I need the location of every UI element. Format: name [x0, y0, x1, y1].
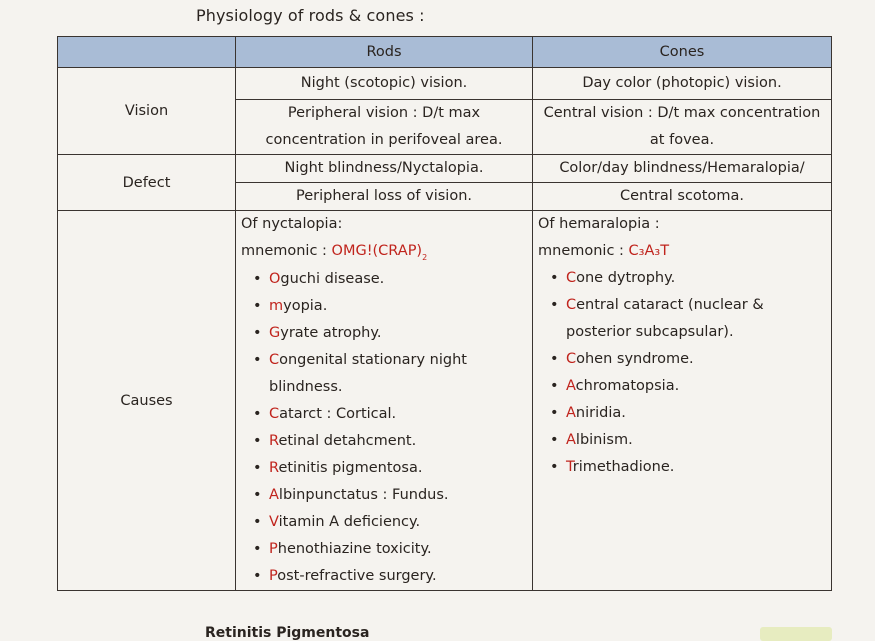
bullet-icon: • [253, 406, 262, 422]
mnemonic-letter: G [269, 325, 281, 341]
vision-rods-2-line-b: concentration in perifoveal area. [265, 132, 503, 148]
bullet-icon: • [253, 568, 262, 584]
causes-label: Causes [58, 211, 236, 591]
rods-mnemonic [241, 238, 527, 266]
vision-label: Vision [58, 68, 236, 155]
cause-text: henothiazine toxicity. [277, 541, 432, 557]
cause-text: atarct : Cortical. [279, 406, 397, 422]
cause-item [253, 347, 527, 401]
vision-cones-2-line-b: at fovea. [649, 132, 715, 148]
causes-rods-cell [236, 211, 533, 591]
mnemonic-letter: O [269, 271, 281, 287]
mnemonic-letter: C [566, 297, 577, 313]
next-section-heading: Retinitis Pigmentosa [205, 625, 370, 641]
cause-text: rimethadione. [572, 459, 675, 475]
vision-cones-2-line-a: Central vision : D/t max concentration [543, 105, 821, 121]
mnemonic-letter: V [269, 514, 279, 530]
bullet-icon: • [253, 460, 262, 476]
defect-cones-2: Central scotoma. [533, 183, 832, 211]
bullet-icon: • [550, 351, 559, 367]
table-header-row [58, 37, 832, 68]
mnemonic-letter: R [269, 460, 279, 476]
cause-text: lbinpunctatus : Fundus. [278, 487, 449, 503]
cause-text: niridia. [575, 405, 626, 421]
header-cones: Cones [533, 37, 832, 68]
bullet-icon: • [550, 459, 559, 475]
header-rods: Rods [236, 37, 533, 68]
rods-mnemonic-label: mnemonic : [241, 243, 332, 259]
defect-rods-1: Night blindness/Nyctalopia. [236, 155, 533, 183]
cause-item [253, 455, 527, 482]
vision-rods-2-line-a: Peripheral vision : D/t max [287, 105, 481, 121]
cause-item [550, 346, 826, 373]
mnemonic-letter: P [269, 541, 278, 557]
defect-row-1 [58, 155, 832, 183]
mnemonic-letter: C [269, 352, 280, 368]
page-badge [760, 627, 832, 641]
cause-item [550, 400, 826, 427]
mnemonic-letter: C [269, 406, 280, 422]
bullet-icon: • [253, 271, 262, 287]
cause-item [253, 428, 527, 455]
bullet-icon: • [550, 270, 559, 286]
cause-text: one dytrophy. [576, 270, 676, 286]
bullet-icon: • [253, 352, 262, 368]
cause-text: ohen syndrome. [576, 351, 694, 367]
cause-item [550, 292, 826, 346]
cones-mnemonic [538, 238, 826, 265]
mnemonic-letter: T [566, 459, 573, 475]
header-empty-cell [58, 37, 236, 68]
hemaralopia-heading: Of hemaralopia : [538, 216, 660, 232]
nyctalopia-causes-list [241, 266, 527, 590]
cause-text: itamin A deficiency. [278, 514, 421, 530]
mnemonic-letter: A [269, 487, 279, 503]
bullet-icon: • [550, 297, 559, 313]
cause-item [253, 320, 527, 347]
nyctalopia-heading: Of nyctalopia: [241, 216, 343, 232]
vision-cones-1: Day color (photopic) vision. [533, 68, 832, 100]
hemaralopia-causes-list [538, 265, 826, 481]
mnemonic-letter: A [566, 378, 576, 394]
bullet-icon: • [550, 378, 559, 394]
vision-row-1 [58, 68, 832, 100]
cause-text: etinitis pigmentosa. [278, 460, 423, 476]
mnemonic-letter: A [566, 405, 576, 421]
bullet-icon: • [253, 298, 262, 314]
mnemonic-letter: C [566, 351, 577, 367]
cause-text-continued: posterior subcapsular). [566, 324, 734, 340]
cause-text: ost-refractive surgery. [277, 568, 437, 584]
cause-item [253, 482, 527, 509]
page-title: Physiology of rods & cones : [196, 6, 425, 25]
cause-text: etinal detahcment. [278, 433, 417, 449]
cause-text: yopia. [283, 298, 328, 314]
cause-item [253, 266, 527, 293]
cause-item [550, 373, 826, 400]
cause-item [550, 454, 826, 481]
cause-item [253, 401, 527, 428]
mnemonic-letter: A [566, 432, 576, 448]
bullet-icon: • [253, 541, 262, 557]
mnemonic-letter: m [269, 298, 284, 314]
bullet-icon: • [550, 432, 559, 448]
bullet-icon: • [253, 325, 262, 341]
bullet-icon: • [253, 514, 262, 530]
vision-cones-2 [533, 100, 832, 155]
cause-text: yrate atrophy. [280, 325, 382, 341]
cause-text: ongenital stationary night [279, 352, 467, 368]
bullet-icon: • [253, 433, 262, 449]
cause-item [550, 265, 826, 292]
defect-rods-2: Peripheral loss of vision. [236, 183, 533, 211]
rods-mnemonic-value: OMG!(CRAP) [331, 243, 423, 259]
cause-text-continued: blindness. [269, 379, 343, 395]
mnemonic-letter: P [269, 568, 278, 584]
mnemonic-letter: C [566, 270, 577, 286]
vision-rods-2 [236, 100, 533, 155]
cause-item [253, 509, 527, 536]
cause-text: chromatopsia. [575, 378, 680, 394]
bullet-icon: • [253, 487, 262, 503]
cause-item [253, 536, 527, 563]
cause-text: entral cataract (nuclear & [576, 297, 764, 313]
causes-cones-cell [533, 211, 832, 591]
cause-text: guchi disease. [280, 271, 385, 287]
cones-mnemonic-label: mnemonic : [538, 243, 629, 259]
rods-mnemonic-sub: 2 [422, 253, 428, 262]
cones-mnemonic-value: C₃A₃T [628, 243, 670, 259]
cause-item [253, 563, 527, 590]
cause-text: lbinism. [575, 432, 633, 448]
cause-item [550, 427, 826, 454]
cause-item [253, 293, 527, 320]
vision-rods-1: Night (scotopic) vision. [236, 68, 533, 100]
rods-cones-table [57, 36, 832, 591]
defect-cones-1: Color/day blindness/Hemaralopia/ [533, 155, 832, 183]
bullet-icon: • [550, 405, 559, 421]
mnemonic-letter: R [269, 433, 279, 449]
causes-row [58, 211, 832, 591]
defect-label: Defect [58, 155, 236, 211]
